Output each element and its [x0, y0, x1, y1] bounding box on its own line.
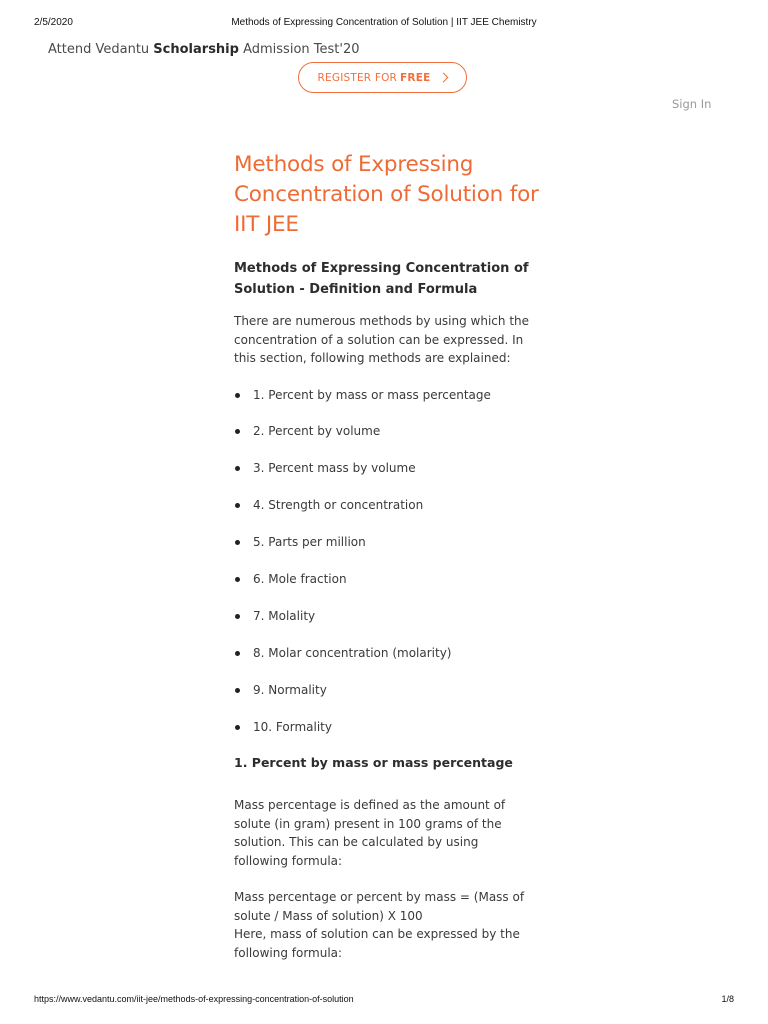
list-item: 3. Percent mass by volume: [234, 459, 544, 496]
print-date: 2/5/2020: [34, 17, 73, 28]
list-item: 10. Formality: [234, 718, 544, 755]
list-item: 1. Percent by mass or mass percentage: [234, 386, 544, 423]
list-item: 8. Molar concentration (molarity): [234, 644, 544, 681]
methods-list: [234, 386, 544, 755]
bullet-icon: [235, 651, 240, 656]
print-url: https://www.vedantu.com/iit-jee/methods-of-expressing-concentration-of-solution: [34, 994, 354, 1004]
banner-suffix: Admission Test'20: [243, 42, 360, 57]
banner-prefix: Attend Vedantu: [48, 42, 150, 57]
intro-paragraph: There are numerous methods by using which the concentration of a solution can be expressed. In this section, following methods are explained:: [234, 314, 530, 365]
bullet-icon: [235, 725, 240, 730]
register-for-free-button[interactable]: [298, 62, 467, 93]
chevron-right-icon: [439, 73, 449, 83]
bullet-icon: [235, 540, 240, 545]
list-item: 5. Parts per million: [234, 533, 544, 570]
article-content: [234, 150, 544, 962]
bullet-icon: [235, 577, 240, 582]
bullet-icon: [235, 688, 240, 693]
register-label: REGISTER FOR: [317, 71, 398, 84]
bullet-icon: [235, 614, 240, 619]
print-page-title: Methods of Expressing Concentration of Solution | IIT JEE Chemistry: [231, 17, 537, 28]
formula-note: Here, mass of solution can be expressed by the following formula:: [234, 927, 520, 960]
scholarship-banner: [48, 42, 359, 57]
register-free-label: FREE: [400, 71, 431, 84]
sign-in-link[interactable]: Sign In: [672, 97, 712, 111]
bullet-icon: [235, 466, 240, 471]
banner-bold: Scholarship: [153, 42, 239, 57]
list-item: 2. Percent by volume: [234, 422, 544, 459]
bullet-icon: [235, 393, 240, 398]
bullet-icon: [235, 503, 240, 508]
print-page-number: 1/8: [721, 994, 734, 1004]
list-item: 9. Normality: [234, 681, 544, 718]
bullet-icon: [235, 429, 240, 434]
mass-percentage-definition: Mass percentage is defined as the amount of solute (in gram) present in 100 grams of the solution. This can be calculated by using following formula:: [234, 798, 506, 868]
subheading-percent-by-mass: 1. Percent by mass or mass percentage: [234, 755, 513, 771]
formula-line: Mass percentage or percent by mass = (Mass of solute / Mass of solution) X 100 Here, mass of solution can be expressed by the following formula:: [234, 890, 525, 960]
list-item: 7. Molality: [234, 607, 544, 644]
page-title: Methods of Expressing Concentration of Solution for IIT JEE: [234, 152, 539, 237]
list-item: 4. Strength or concentration: [234, 496, 544, 533]
list-item: 6. Mole fraction: [234, 570, 544, 607]
section-heading: Methods of Expressing Concentration of Solution - Definition and Formula: [234, 261, 529, 297]
